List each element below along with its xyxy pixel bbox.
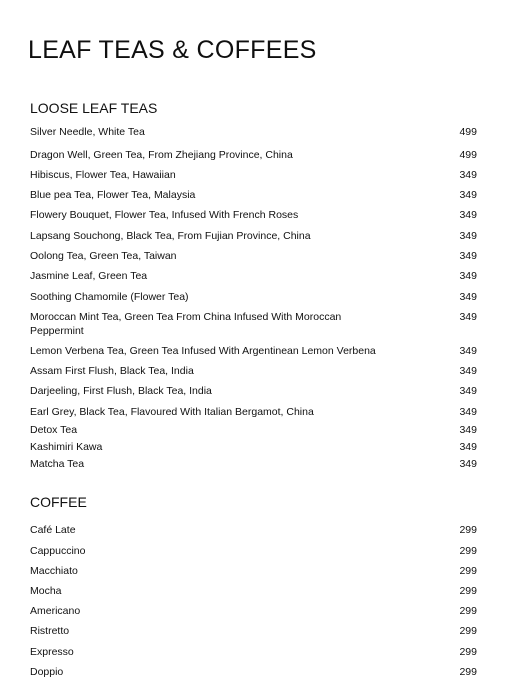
item-name: Soothing Chamomile (Flower Tea) xyxy=(30,291,189,303)
item-name: Oolong Tea, Green Tea, Taiwan xyxy=(30,250,177,262)
item-name: Assam First Flush, Black Tea, India xyxy=(30,365,194,377)
item-price: 349 xyxy=(459,365,477,377)
item-name: Moroccan Mint Tea, Green Tea From China Infused With Moroccan Peppermint xyxy=(30,311,342,337)
item-name: Earl Grey, Black Tea, Flavoured With Italian Bergamot, China xyxy=(30,406,314,418)
item-name: Cappuccino xyxy=(30,545,86,557)
item-name: Hibiscus, Flower Tea, Hawaiian xyxy=(30,169,176,181)
item-name: Café Late xyxy=(30,524,76,536)
item-price: 299 xyxy=(459,585,477,597)
item-name: Americano xyxy=(30,605,81,617)
item-price: 349 xyxy=(459,406,477,418)
item-price: 349 xyxy=(459,189,477,201)
item-price: 499 xyxy=(459,126,477,138)
item-price: 349 xyxy=(459,441,477,453)
item-price: 499 xyxy=(459,149,477,161)
item-name: Matcha Tea xyxy=(30,458,85,470)
item-name: Jasmine Leaf, Green Tea xyxy=(30,270,148,282)
item-price: 349 xyxy=(459,169,477,181)
item-name: Expresso xyxy=(30,646,74,658)
item-name: Ristretto xyxy=(30,625,70,637)
item-name: Kashimiri Kawa xyxy=(30,441,103,453)
item-name: Blue pea Tea, Flower Tea, Malaysia xyxy=(30,189,196,201)
item-price: 349 xyxy=(459,230,477,242)
item-price: 349 xyxy=(459,270,477,282)
item-name: Darjeeling, First Flush, Black Tea, India xyxy=(30,385,212,397)
item-name: Silver Needle, White Tea xyxy=(30,126,145,138)
item-price: 349 xyxy=(459,424,477,436)
item-name: Doppio xyxy=(30,666,64,678)
item-price: 299 xyxy=(459,545,477,557)
item-price: 299 xyxy=(459,625,477,637)
item-price: 349 xyxy=(459,458,477,470)
item-name: Macchiato xyxy=(30,565,78,577)
item-name: Detox Tea xyxy=(30,424,78,436)
item-price: 349 xyxy=(459,385,477,397)
item-price: 299 xyxy=(459,605,477,617)
item-price: 349 xyxy=(459,250,477,262)
item-price: 299 xyxy=(459,565,477,577)
item-name: Flowery Bouquet, Flower Tea, Infused With French Roses xyxy=(30,209,299,221)
item-price: 299 xyxy=(459,666,477,678)
item-price: 349 xyxy=(459,291,477,303)
item-name: Mocha xyxy=(30,585,62,597)
item-name: Lemon Verbena Tea, Green Tea Infused With Argentinean Lemon Verbena xyxy=(30,345,376,357)
section-heading-coffee: COFFEE xyxy=(30,494,87,510)
item-price: 349 xyxy=(459,209,477,221)
item-price: 299 xyxy=(459,524,477,536)
item-name: Lapsang Souchong, Black Tea, From Fujian Province, China xyxy=(30,230,311,242)
item-price: 349 xyxy=(459,345,477,357)
item-price: 299 xyxy=(459,646,477,658)
item-name: Dragon Well, Green Tea, From Zhejiang Province, China xyxy=(30,149,293,161)
item-price: 349 xyxy=(459,311,477,323)
section-heading-loose-leaf-teas: LOOSE LEAF TEAS xyxy=(30,100,158,116)
page-title: LEAF TEAS & COFFEES xyxy=(28,36,317,64)
